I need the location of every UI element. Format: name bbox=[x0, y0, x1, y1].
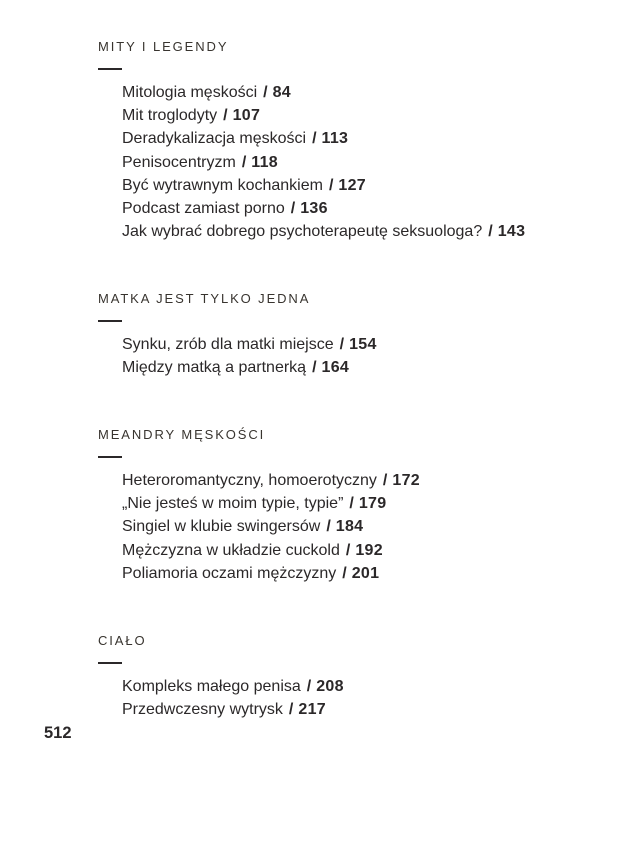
toc-item bbox=[122, 104, 525, 127]
toc-item-title: Penisocentryzm bbox=[122, 153, 236, 171]
toc-separator: / bbox=[312, 359, 317, 377]
toc-section-matka-jest-tylko-jedna bbox=[98, 290, 377, 379]
toc-item bbox=[122, 492, 420, 515]
toc-item-title: Deradykalizacja męskości bbox=[122, 130, 307, 148]
toc-section-meandry-meskosci bbox=[98, 426, 420, 585]
section-divider bbox=[98, 320, 122, 322]
toc-section-cialo bbox=[98, 632, 344, 721]
section-item-list bbox=[98, 333, 377, 379]
toc-item-title: Heteroromantyczny, homoerotyczny bbox=[122, 472, 377, 489]
toc-page-ref: 118 bbox=[251, 153, 278, 171]
toc-item-title: Mężczyzna w układzie cuckold bbox=[122, 541, 340, 559]
toc-page-ref: 113 bbox=[321, 130, 349, 148]
toc-item-title: Być wytrawnym kochankiem bbox=[122, 176, 323, 194]
toc-item-title: Jak wybrać dobrego psychoterapeutę seksuologa? bbox=[122, 223, 483, 241]
toc-page-ref: 127 bbox=[338, 176, 367, 194]
toc-item-title: Mit troglodyty bbox=[122, 107, 218, 125]
toc-page-ref: 217 bbox=[298, 701, 326, 719]
toc-separator: / bbox=[339, 336, 345, 353]
toc-page-ref: 184 bbox=[335, 518, 364, 536]
toc-item bbox=[122, 333, 377, 356]
toc-separator: / bbox=[488, 223, 493, 241]
section-divider bbox=[98, 662, 122, 664]
section-divider bbox=[98, 456, 122, 458]
toc-item bbox=[122, 539, 420, 562]
toc-item bbox=[122, 174, 525, 197]
section-heading: MATKA JEST TYLKO JEDNA bbox=[98, 291, 311, 306]
toc-item-title: Między matką a partnerką bbox=[122, 359, 307, 377]
toc-separator: / bbox=[288, 701, 294, 719]
toc-item bbox=[122, 675, 344, 698]
toc-item-title: Synku, zrób dla matki miejsce bbox=[122, 336, 334, 353]
toc-separator: / bbox=[345, 541, 351, 559]
toc-section-mity-i-legendy bbox=[98, 38, 525, 243]
toc-separator: / bbox=[290, 200, 296, 218]
section-item-list bbox=[98, 81, 525, 243]
toc-separator: / bbox=[312, 130, 317, 148]
toc-item bbox=[122, 220, 525, 243]
toc-item bbox=[122, 562, 420, 585]
toc-item-title: Mitologia męskości bbox=[122, 84, 258, 101]
toc-page-ref: 192 bbox=[355, 541, 383, 559]
toc-page-ref: 107 bbox=[232, 107, 261, 125]
toc-item bbox=[122, 356, 377, 379]
toc-page-ref: 136 bbox=[300, 200, 328, 218]
section-heading: MEANDRY MĘSKOŚCI bbox=[98, 427, 266, 442]
toc-separator: / bbox=[263, 84, 268, 101]
toc-item-title: Podcast zamiast porno bbox=[122, 200, 285, 218]
section-item-list bbox=[98, 675, 344, 721]
toc-separator: / bbox=[382, 472, 388, 489]
toc-page-ref: 164 bbox=[321, 359, 350, 377]
toc-item bbox=[122, 698, 344, 721]
toc-page-ref: 172 bbox=[392, 472, 420, 489]
toc-separator: / bbox=[306, 678, 312, 695]
toc-page-ref: 154 bbox=[349, 336, 377, 353]
toc-separator: / bbox=[328, 176, 334, 194]
section-heading: MITY I LEGENDY bbox=[98, 39, 229, 54]
section-divider bbox=[98, 68, 122, 70]
toc-page-ref: 208 bbox=[316, 678, 344, 695]
toc-item bbox=[122, 127, 525, 150]
section-item-list bbox=[98, 469, 420, 585]
toc-separator: / bbox=[342, 564, 347, 582]
toc-item bbox=[122, 151, 525, 174]
toc-separator: / bbox=[326, 518, 331, 536]
toc-item-title: „Nie jesteś w moim typie, typie” bbox=[122, 495, 344, 513]
toc-item bbox=[122, 81, 525, 104]
toc-page-ref: 143 bbox=[497, 223, 526, 241]
toc-page-ref: 201 bbox=[351, 564, 380, 582]
folio-page-number: 512 bbox=[44, 724, 72, 742]
toc-item-title: Przedwczesny wytrysk bbox=[122, 701, 283, 719]
section-heading: CIAŁO bbox=[98, 633, 147, 648]
toc-item-title: Singiel w klubie swingersów bbox=[122, 518, 321, 536]
toc-item-title: Poliamoria oczami mężczyzny bbox=[122, 564, 337, 582]
toc-item bbox=[122, 515, 420, 538]
toc-page-ref: 179 bbox=[358, 495, 387, 513]
toc-separator: / bbox=[349, 495, 354, 513]
toc-item bbox=[122, 197, 525, 220]
toc-page-ref: 84 bbox=[272, 84, 292, 101]
toc-item bbox=[122, 469, 420, 492]
toc-separator: / bbox=[223, 107, 228, 125]
toc-separator: / bbox=[241, 153, 247, 171]
toc-item-title: Kompleks małego penisa bbox=[122, 678, 301, 695]
